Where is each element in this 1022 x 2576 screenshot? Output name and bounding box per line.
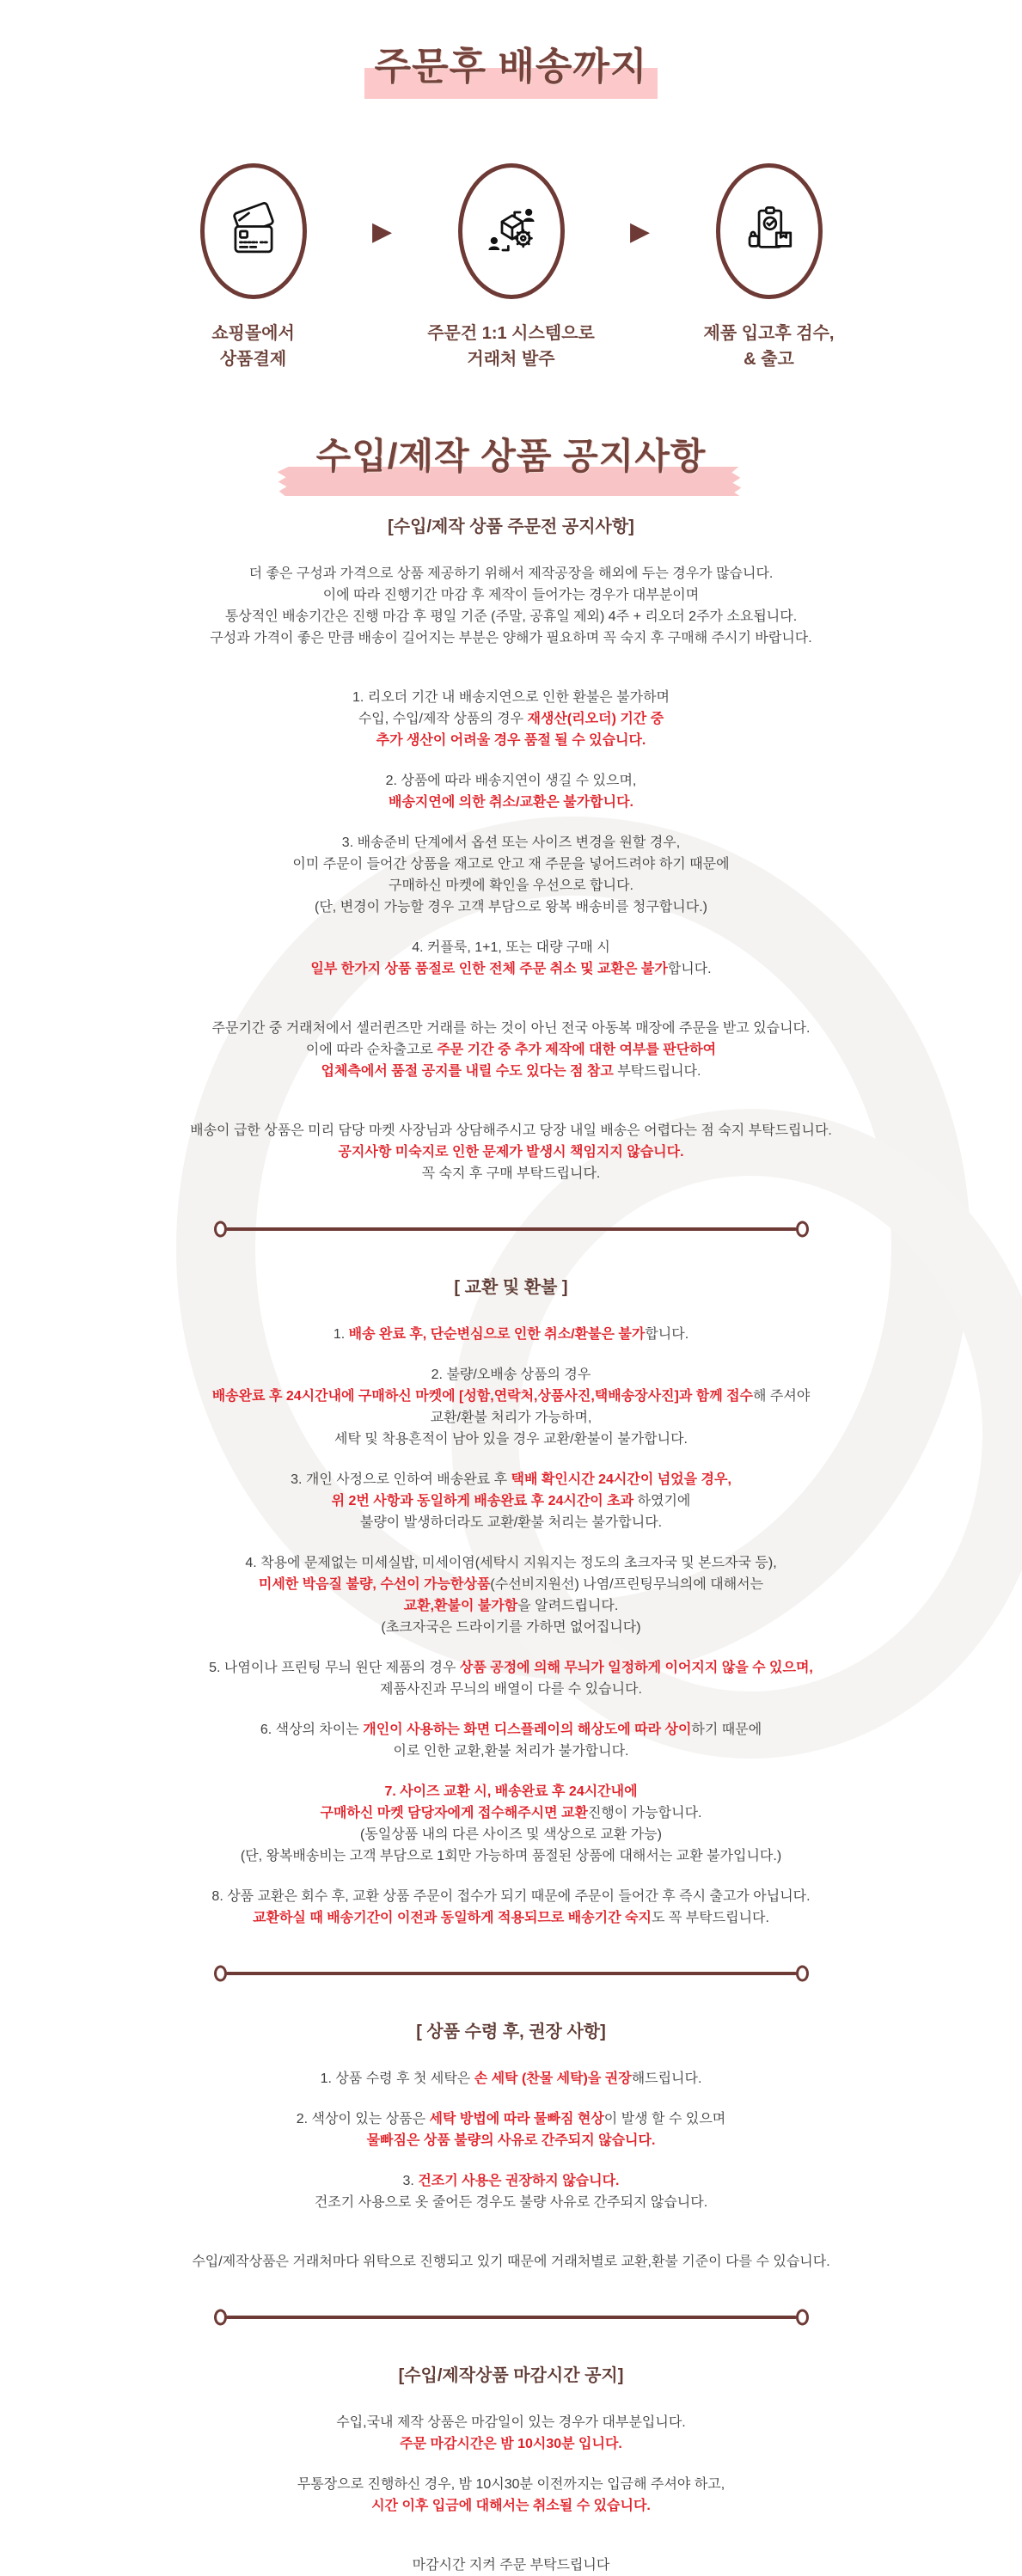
text-line	[106, 1163, 917, 1184]
step-label-line: 주문건 1:1 시스템으로	[407, 321, 616, 346]
text-segment: (단, 왕복배송비는 고객 부담으로 1회만 가능하며 품절된 상품에 대해서는 교환 불가입니다.)	[241, 1849, 781, 1863]
arrow-right-icon: ▶	[358, 163, 407, 247]
notice-block	[106, 2251, 917, 2273]
text-line	[106, 730, 917, 751]
text-line	[106, 606, 917, 627]
text-line	[106, 2433, 917, 2455]
notice-page	[82, 0, 941, 2493]
step-label-line: 거래처 발주	[407, 346, 616, 372]
notice-block	[106, 2474, 917, 2517]
text-segment: (단, 변경이 가능할 경우 고객 부담으로 왕복 배송비를 청구합니다.)	[315, 900, 707, 915]
text-line	[106, 687, 917, 708]
step-label-line: & 출고	[664, 346, 874, 372]
notice-block	[106, 2170, 917, 2213]
text-line	[106, 1679, 917, 1700]
text-line	[106, 563, 917, 584]
text-line	[106, 584, 917, 606]
text-line	[106, 937, 917, 958]
text-line	[106, 1364, 917, 1386]
step-label-line: 상품결제	[149, 346, 358, 372]
text-segment: 세탁 및 착용흔적이 남아 있을 경우 교환/환불이 불가합니다.	[334, 1432, 688, 1447]
credit-card-icon	[225, 203, 282, 260]
text-segment: 해드립니다.	[632, 2071, 702, 2086]
text-segment: (수선비지원선) 나염/프린팅무늬의에 대해서는	[490, 1577, 763, 1592]
text-line	[106, 1552, 917, 1574]
text-segment: 합니다.	[645, 1327, 688, 1342]
notice-block	[106, 2555, 917, 2576]
notice-title: 수입/제작 상품 공지사항	[316, 434, 707, 479]
text-line	[106, 875, 917, 896]
section-header: [ 교환 및 환불 ]	[106, 1277, 917, 1298]
text-segment: 꼭 숙지 후 구매 부탁드립니다.	[422, 1166, 601, 1181]
text-line	[106, 896, 917, 918]
notice-block	[106, 1657, 917, 1700]
text-segment: 3. 개인 사정으로 인하여 배송완료 후	[291, 1472, 511, 1487]
text-line	[106, 708, 917, 730]
notice-block	[106, 2412, 917, 2455]
text-segment: 2. 상품에 따라 배송지연이 생길 수 있으며,	[386, 774, 637, 788]
divider-ring-icon	[214, 2310, 227, 2326]
text-segment: 수입,국내 제작 상품은 마감일이 있는 경우가 대부분입니다.	[336, 2415, 686, 2430]
text-segment: 업체측에서 품절 공지를 내릴 수도 있다는 점 참고	[321, 1064, 614, 1079]
text-line	[106, 2251, 917, 2273]
text-segment: 재생산(리오더) 기간 중	[528, 712, 664, 726]
text-segment: 추가 생산이 어려울 경우 품절 될 수 있습니다.	[376, 733, 646, 748]
section-divider	[226, 2316, 797, 2319]
text-line	[106, 2170, 917, 2192]
text-segment: (초크자국은 드라이기를 가하면 없어집니다)	[381, 1620, 640, 1635]
process-step-inspection	[664, 163, 874, 372]
text-segment: 배송완료 후 24시간내에 구매하신 마켓에 [성함,연락처,상품사진,택배송장사진]과 함께 접수	[212, 1389, 753, 1404]
text-segment: 무통장으로 진행하신 경우, 밤 10시30분 이전까지는 입금해 주셔야 하고,	[297, 2477, 725, 2492]
text-segment: 시간 이후 입금에 대해서는 취소될 수 있습니다.	[371, 2499, 651, 2513]
text-line	[106, 627, 917, 649]
step-label	[149, 321, 358, 372]
notice-block	[106, 1781, 917, 1867]
notice-block	[106, 1469, 917, 1533]
page-title-wrap	[375, 45, 648, 89]
text-line	[106, 1324, 917, 1345]
text-segment: 주문 마감시간은 밤 10시30분 입니다.	[400, 2437, 622, 2451]
text-line	[106, 1429, 917, 1450]
text-segment: 을 알려드립니다.	[517, 1599, 618, 1613]
notice-block	[106, 1886, 917, 1929]
text-segment: 4. 커플룩, 1+1, 또는 대량 구매 시	[412, 940, 610, 955]
text-segment: 1. 상품 수령 후 첫 세탁은	[321, 2071, 474, 2086]
text-segment: 더 좋은 구성과 가격으로 상품 제공하기 위해서 제작공장을 해외에 두는 경우가 많습니다.	[249, 566, 774, 581]
step-label-line: 제품 입고후 검수,	[664, 321, 874, 346]
arrow-right-icon: ▶	[616, 163, 664, 247]
text-segment: (동일상품 내의 다른 사이즈 및 색상으로 교환 가능)	[360, 1827, 662, 1842]
text-segment: 1. 리오더 기간 내 배송지연으로 인한 환불은 불가하며	[352, 690, 670, 705]
text-segment: 이에 따라 진행기간 마감 후 제작이 들어가는 경우가 대부분이며	[323, 588, 699, 603]
text-line	[106, 854, 917, 875]
notice-block	[106, 1324, 917, 1345]
section-header: [수입/제작 상품 주문전 공지사항]	[106, 517, 917, 537]
text-segment: 배송 완료 후, 단순변심으로 인한 취소/환불은 불가	[349, 1327, 646, 1342]
text-segment: 구매하신 마켓에 확인을 우선으로 합니다.	[389, 878, 633, 893]
text-segment: 구매하신 마켓 담당자에게 접수해주시면 교환	[321, 1806, 588, 1820]
step-circle	[200, 163, 307, 299]
notice-block	[106, 1552, 917, 1638]
text-segment: 하기 때문에	[691, 1722, 762, 1737]
text-line	[106, 770, 917, 792]
text-segment: 8. 상품 교환은 회수 후, 교환 상품 주문이 접수가 되기 때문에 주문이 들어간 후 즉시 출고가 아닙니다.	[211, 1889, 810, 1904]
text-line	[106, 1490, 917, 1512]
text-segment: 제품사진과 무늬의 배열이 다를 수 있습니다.	[380, 1682, 642, 1697]
text-line	[106, 1719, 917, 1741]
page-title: 주문후 배송까지	[375, 45, 648, 89]
text-segment: 통상적인 배송기간은 진행 마감 후 평일 기준 (주말, 공휴일 제외) 4주 + 리오더 2주가 소요됩니다.	[225, 609, 797, 624]
text-segment: 7. 사이즈 교환 시, 배송완료 후 24시간내에	[384, 1784, 637, 1799]
step-label	[664, 321, 874, 372]
step-label-line: 쇼핑몰에서	[149, 321, 358, 346]
text-line	[106, 2474, 917, 2495]
text-line	[106, 958, 917, 980]
divider-ring-icon	[796, 1221, 809, 1238]
section-divider	[226, 1227, 797, 1231]
text-segment: 개인이 사용하는 화면 디스플레이의 해상도에 따라 상이	[363, 1722, 691, 1737]
text-segment: 건조기 사용으로 옷 줄어든 경우도 불량 사유로 간주되지 않습니다.	[315, 2195, 707, 2210]
process-step-order	[407, 163, 616, 372]
text-segment: 하였기에	[633, 1494, 690, 1508]
step-label	[407, 321, 616, 372]
divider-ring-icon	[796, 1966, 809, 1982]
notice-block	[106, 2108, 917, 2151]
text-segment: 마감시간 지켜 주문 부탁드립니다	[413, 2558, 610, 2573]
text-line	[106, 2130, 917, 2151]
text-segment: 수입/제작상품은 거래처마다 위탁으로 진행되고 있기 때문에 거래처별로 교환,환불 기준이 다를 수 있습니다.	[192, 2255, 829, 2269]
notice-block	[106, 1364, 917, 1450]
text-segment: 2. 색상이 있는 상품은	[297, 2112, 430, 2126]
text-line	[106, 1120, 917, 1141]
process-step-payment	[149, 163, 358, 372]
text-line	[106, 1595, 917, 1617]
text-segment: 해 주셔야	[753, 1389, 810, 1404]
text-segment: 4. 착용에 문제없는 미세실밥, 미세이염(세탁시 지워지는 정도의 초크자국 및 본드자국 등),	[245, 1556, 776, 1570]
step-circle	[458, 163, 565, 299]
text-segment: 6. 색상의 차이는	[260, 1722, 363, 1737]
text-line	[106, 1907, 917, 1929]
section-header: [ 상품 수령 후, 권장 사항]	[106, 2022, 917, 2042]
text-line	[106, 2068, 917, 2090]
text-segment: 이에 따라 순차출고로	[306, 1043, 437, 1057]
text-segment: 이로 인한 교환,환불 처리가 불가합니다.	[394, 1744, 629, 1759]
divider-ring-icon	[214, 1966, 227, 1982]
order-system-icon	[483, 203, 540, 260]
text-line	[106, 1802, 917, 1824]
notice-block	[106, 937, 917, 980]
text-segment: 교환,환불이 불가함	[404, 1599, 518, 1613]
notice-block	[106, 2068, 917, 2090]
notice-block	[106, 1719, 917, 1762]
text-segment: 이미 주문이 들어간 상품을 재고로 안고 재 주문을 넣어드려야 하기 때문에	[292, 857, 729, 872]
notice-block	[106, 1018, 917, 1082]
text-line	[106, 1061, 917, 1082]
text-line	[106, 2495, 917, 2517]
text-line	[106, 1781, 917, 1802]
text-line	[106, 2108, 917, 2130]
text-line	[106, 1617, 917, 1638]
text-segment: 이 발생 할 수 있으며	[604, 2112, 725, 2126]
text-segment: 불량이 발생하더라도 교환/환불 처리는 불가합니다.	[360, 1515, 662, 1530]
text-line	[106, 1845, 917, 1867]
divider-ring-icon	[796, 2310, 809, 2326]
text-line	[106, 1741, 917, 1762]
text-line	[106, 1657, 917, 1679]
text-segment: 합니다.	[668, 962, 712, 976]
text-line	[106, 832, 917, 854]
text-line	[106, 1574, 917, 1595]
text-segment: 배송지연에 의한 취소/교환은 불가합니다.	[389, 795, 633, 810]
order-process-row	[82, 163, 941, 372]
text-segment: 1.	[334, 1327, 349, 1342]
text-segment: 구성과 가격이 좋은 만큼 배송이 길어지는 부분은 양해가 필요하며 꼭 숙지 후 구매해 주시기 바랍니다.	[210, 631, 811, 646]
notice-title-wrap	[316, 434, 707, 479]
text-segment: 교환하실 때 배송기간이 이전과 동일하게 적용되므로 배송기간 숙지	[253, 1911, 652, 1925]
notice-body	[82, 517, 941, 2576]
text-segment: 주문 기간 중 추가 제작에 대한 여부를 판단하여	[437, 1043, 716, 1057]
notice-block	[106, 687, 917, 751]
text-segment: 배송이 급한 상품은 미리 담당 마켓 사장님과 상담해주시고 당장 내일 배송은 어렵다는 점 숙지 부탁드립니다.	[190, 1123, 832, 1138]
text-segment: 상품 공정에 의해 무늬가 일정하게 이어지지 않을 수 있으며,	[460, 1661, 813, 1675]
text-segment: 진행이 가능합니다.	[588, 1806, 702, 1820]
text-line	[106, 792, 917, 813]
notice-block	[106, 1120, 917, 1184]
text-segment: 손 세탁 (찬물 세탁)을 권장	[474, 2071, 632, 2086]
text-line	[106, 1141, 917, 1163]
text-line	[106, 1824, 917, 1845]
text-segment: 택배 확인시간 24시간이 넘었을 경우,	[511, 1472, 731, 1487]
notice-block	[106, 832, 917, 918]
divider-ring-icon	[214, 1221, 227, 1238]
text-segment: 물빠짐은 상품 불량의 사유로 간주되지 않습니다.	[367, 2133, 656, 2148]
text-line	[106, 1886, 917, 1907]
text-line	[106, 1039, 917, 1061]
text-line	[106, 2412, 917, 2433]
text-segment: 교환/환불 처리가 가능하며,	[431, 1410, 592, 1425]
text-segment: 도 꼭 부탁드립니다.	[652, 1911, 769, 1925]
text-line	[106, 2192, 917, 2213]
text-segment: 2. 불량/오배송 상품의 경우	[431, 1368, 591, 1382]
text-line	[106, 1512, 917, 1533]
notice-block	[106, 563, 917, 649]
page-header	[82, 0, 941, 89]
inspection-shipping-icon	[741, 203, 798, 260]
text-segment: 건조기 사용은 권장하지 않습니다.	[418, 2174, 619, 2188]
text-segment: 세탁 방법에 따라 물빠짐 현상	[430, 2112, 604, 2126]
text-segment: 3.	[403, 2174, 419, 2188]
text-segment: 3. 배송준비 단계에서 옵션 또는 사이즈 변경을 원할 경우,	[342, 835, 680, 850]
text-line	[106, 1018, 917, 1039]
text-segment: 공지사항 미숙지로 인한 문제가 발생시 책임지지 않습니다.	[338, 1145, 683, 1160]
notice-title-zone	[82, 434, 941, 479]
text-segment: 위 2번 사항과 동일하게 배송완료 후 24시간이 초과	[332, 1494, 633, 1508]
text-line	[106, 2555, 917, 2576]
text-segment: 부탁드립니다.	[614, 1064, 701, 1079]
text-segment: 수입, 수입/제작 상품의 경우	[358, 712, 528, 726]
section-divider	[226, 1972, 797, 1975]
text-line	[106, 1386, 917, 1407]
text-line	[106, 1469, 917, 1490]
step-circle	[716, 163, 823, 299]
notice-block	[106, 770, 917, 813]
text-segment: 미세한 박음질 불량, 수선이 가능한상품	[259, 1577, 491, 1592]
text-segment: 일부 한가지 상품 품절로 인한 전체 주문 취소 및 교환은 불가	[310, 962, 667, 976]
text-line	[106, 1407, 917, 1429]
text-segment: 5. 나염이나 프린팅 무늬 원단 제품의 경우	[209, 1661, 460, 1675]
section-header: [수입/제작상품 마감시간 공지]	[106, 2365, 917, 2386]
text-segment: 주문기간 중 거래처에서 셀러퀸즈만 거래를 하는 것이 아닌 전국 아동복 매장에 주문을 받고 있습니다.	[212, 1021, 811, 1036]
